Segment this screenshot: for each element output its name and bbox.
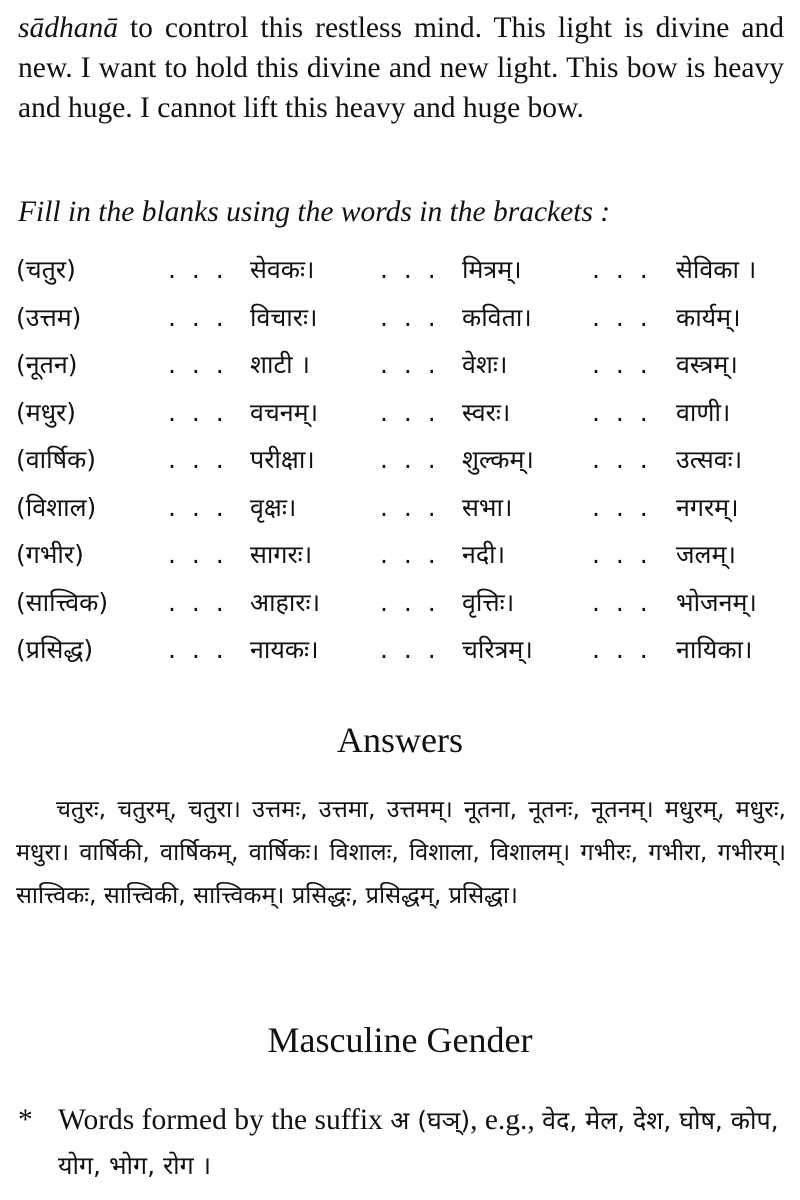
noun-cell: भोजनम्। [676, 587, 757, 617]
blank-dots: . . . [592, 302, 652, 332]
answers-heading: Answers [337, 720, 463, 760]
noun-cell: कविता। [462, 302, 532, 332]
blank-dots: . . . [592, 635, 652, 664]
blank-dots: . . . [168, 540, 228, 569]
noun-cell: उत्सवः। [676, 445, 743, 474]
blank-dots: . . . [380, 350, 440, 379]
blank-dots: . . . [168, 255, 228, 284]
blank-dots: . . . [380, 302, 440, 332]
masculine-gender-heading: Masculine Gender [267, 1020, 533, 1060]
answers-paragraph: चतुरः, चतुरम्, चतुरा। उत्तमः, उत्तमा, उत्तमम्। नूतना, नूतनः, नूतनम्। मधुरम्, मधुरः, मधुरा। वार्षिकी, वार्षिकम्, वार्षिकः। विशालः, विशाला, विशालम्। गभीरः, गभीरा, गभीरम्। सात्त्विकः, सात्त्विकी, सात्त्विकम्। प्रसिद्धः, प्रसिद्धम्, प्रसिद्धा। [16, 795, 786, 909]
noun-cell: मित्रम्। [462, 255, 522, 284]
blank-dots: . . . [380, 492, 440, 522]
noun-cell: नायकः। [250, 635, 319, 664]
blank-dots: . . . [592, 445, 652, 474]
adjective-cell: (विशाल) [16, 492, 97, 522]
blank-dots: . . . [168, 492, 228, 522]
noun-cell: नायिका। [676, 635, 753, 664]
noun-cell: वस्त्रम्। [676, 350, 738, 379]
table-row [0, 298, 800, 346]
table-row [0, 250, 800, 298]
blank-dots: . . . [168, 587, 228, 617]
noun-cell: वृक्षः। [250, 492, 297, 522]
blank-dots: . . . [168, 445, 228, 474]
adjective-cell: (प्रसिद्ध) [16, 635, 94, 664]
noun-cell: स्वरः। [462, 397, 511, 427]
noun-cell: सभा। [462, 492, 513, 522]
intro-text: to control this restless mind. This light is divine and new. I want to hold this divine and new light. This bow is heavy and huge. I cannot lift this heavy and huge bow. [18, 12, 784, 124]
noun-cell: नदी। [462, 540, 506, 569]
blank-dots: . . . [380, 587, 440, 617]
noun-cell: नगरम्। [676, 492, 739, 522]
bullet-text [58, 1098, 788, 1188]
blank-dots: . . . [592, 492, 652, 522]
noun-cell: वृत्तिः। [462, 587, 515, 617]
noun-cell: शाटी । [250, 350, 310, 379]
table-row [0, 440, 800, 488]
noun-cell: जलम्। [676, 540, 736, 569]
noun-cell: आहारः। [250, 587, 321, 617]
blank-dots: . . . [380, 255, 440, 284]
blank-dots: . . . [168, 302, 228, 332]
blank-dots: . . . [380, 397, 440, 427]
blank-dots: . . . [592, 255, 652, 284]
bullet-suffix: अ (घञ्) [390, 1106, 471, 1135]
bullet-text-after: , e.g., [470, 1104, 543, 1136]
blank-dots: . . . [592, 397, 652, 427]
noun-cell: कार्यम्। [676, 302, 741, 332]
adjective-cell: (नूतन) [16, 350, 78, 379]
noun-cell: सागरः। [250, 540, 313, 569]
blank-dots: . . . [168, 397, 228, 427]
adjective-cell: (मधुर) [16, 397, 77, 427]
bullet-examples: वेद, मेल, देश, घोष, कोप, योग, भोग, रोग । [58, 1106, 779, 1180]
exercise-instruction: Fill in the blanks using the words in the brackets : [18, 196, 611, 228]
table-row [0, 345, 800, 393]
noun-cell: शुल्कम्। [462, 445, 534, 474]
intro-paragraph [18, 8, 784, 128]
adjective-cell: (गभीर) [16, 540, 84, 569]
intro-italic-word: sādhanā [18, 12, 118, 44]
blank-dots: . . . [592, 587, 652, 617]
noun-cell: विचारः। [250, 302, 318, 332]
table-row [0, 393, 800, 441]
adjective-cell: (सात्त्विक) [16, 587, 109, 617]
noun-cell: परीक्षा। [250, 445, 315, 474]
adjective-cell: (वार्षिक) [16, 445, 97, 474]
bullet-star: * [18, 1104, 33, 1136]
blank-dots: . . . [592, 540, 652, 569]
adjective-cell: (उत्तम) [16, 302, 82, 332]
noun-cell: सेवकः। [250, 255, 315, 284]
noun-cell: सेविका । [676, 255, 757, 284]
adjective-cell: (चतुर) [16, 255, 76, 284]
table-row [0, 535, 800, 583]
table-row [0, 630, 800, 678]
noun-cell: वाणी। [676, 397, 731, 427]
blank-dots: . . . [380, 635, 440, 664]
table-row [0, 583, 800, 631]
fill-blanks-table [0, 250, 800, 678]
bullet-text-before: Words formed by the suffix [58, 1104, 391, 1136]
blank-dots: . . . [380, 445, 440, 474]
blank-dots: . . . [380, 540, 440, 569]
noun-cell: वचनम्। [250, 397, 319, 427]
blank-dots: . . . [168, 350, 228, 379]
noun-cell: चरित्रम्। [462, 635, 533, 664]
blank-dots: . . . [592, 350, 652, 379]
blank-dots: . . . [168, 635, 228, 664]
table-row [0, 488, 800, 536]
noun-cell: वेशः। [462, 350, 508, 379]
